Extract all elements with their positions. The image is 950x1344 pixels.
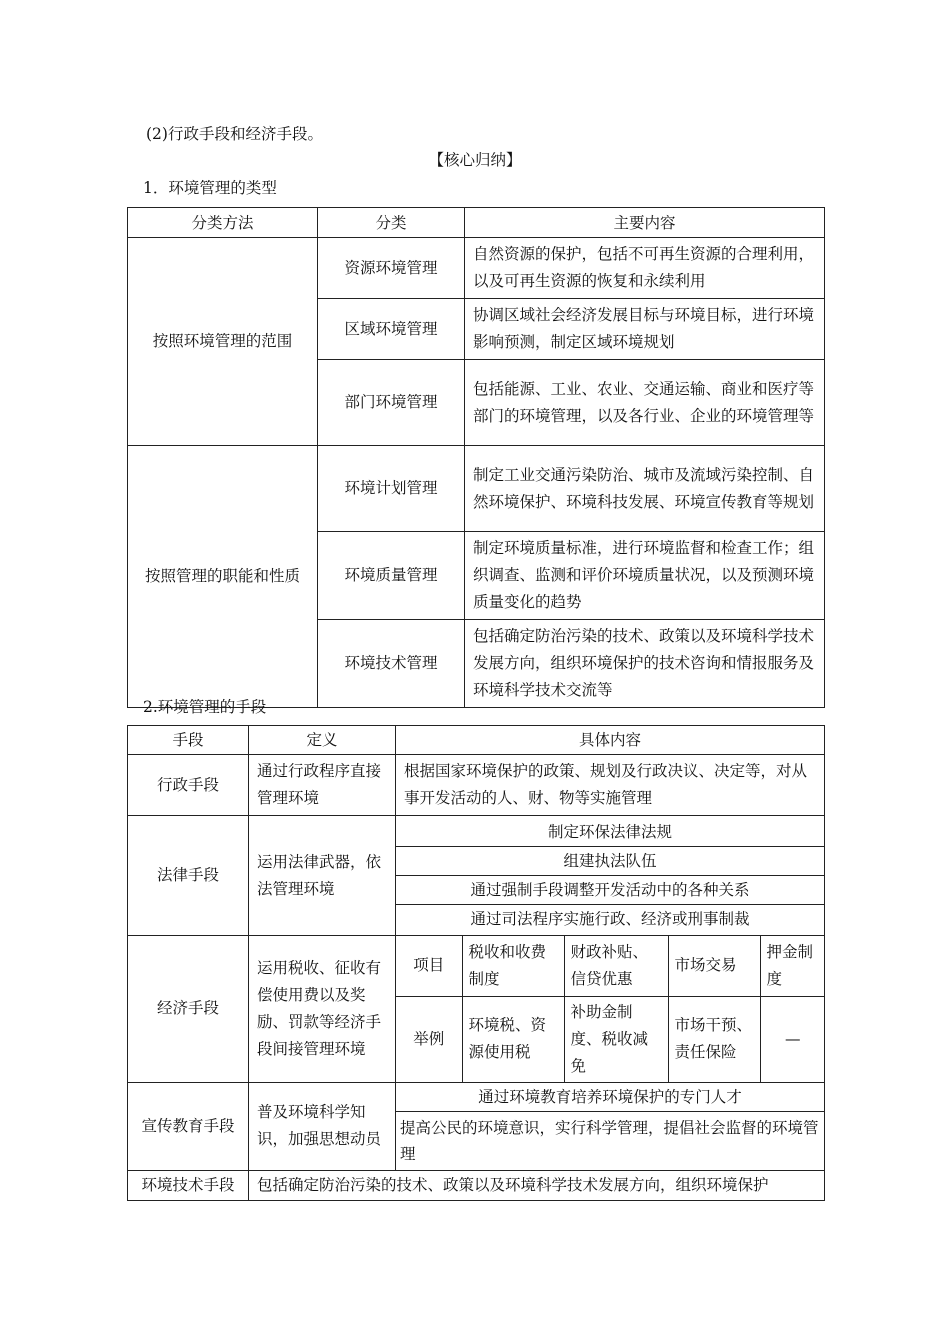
economic-subtable (396, 936, 825, 1082)
definition-cell: 通过行政程序直接管理环境 (249, 755, 396, 816)
economic-row-label: 举例 (396, 996, 462, 1082)
table-header-row (128, 208, 825, 238)
list-item: 组建执法队伍 (396, 847, 824, 876)
list-item: 通过司法程序实施行政、经济或刑事制裁 (470, 910, 750, 928)
list-item: 通过强制手段调整开发活动中的各种关系 (396, 876, 824, 905)
method-scope: 按照环境管理的范围 (128, 238, 318, 446)
content-cell: 包括确定防治污染的技术、政策以及环境科学技术发展方向，组织环境保护的技术咨询和情报服务及环境科学技术交流等 (465, 620, 825, 708)
content-cell: 自然资源的保护，包括不可再生资源的合理利用，以及可再生资源的恢复和永续利用 (465, 238, 825, 299)
content-cell: 协调区域社会经济发展目标与环境目标，进行环境影响预测，制定区域环境规划 (465, 299, 825, 360)
education-items-list (396, 1083, 824, 1170)
economic-detail-cell (396, 936, 825, 1083)
type-cell: 部门环境管理 (318, 360, 465, 446)
table-row (128, 816, 825, 936)
section1-heading: 1．环境管理的类型 (143, 179, 277, 197)
definition-cell: 普及环境科学知识，加强思想动员 (249, 1082, 396, 1170)
type-cell: 资源环境管理 (318, 238, 465, 299)
economic-item: 押金制度 (760, 936, 825, 996)
economic-example: — (785, 1029, 801, 1048)
list-item: 制定环保法律法规 (396, 818, 824, 847)
method-function: 按照管理的职能和性质 (128, 446, 318, 708)
core-summary-title: 【核心归纳】 (428, 151, 522, 169)
legal-items-cell (396, 816, 825, 936)
section2-heading: 2.环境管理的手段 (143, 698, 267, 716)
means-tech: 环境技术手段 (128, 1170, 249, 1200)
economic-example: 市场干预、责任保险 (668, 996, 760, 1082)
header-definition: 定义 (249, 726, 396, 755)
definition-cell: 运用法律武器，依法管理环境 (249, 816, 396, 936)
economic-item: 税收和收费制度 (462, 936, 564, 996)
economic-example: 环境税、资源使用税 (462, 996, 564, 1082)
means-legal: 法律手段 (128, 816, 249, 936)
management-means-table (127, 725, 825, 1201)
type-cell: 环境质量管理 (318, 532, 465, 620)
type-cell: 区域环境管理 (318, 299, 465, 360)
table-row (128, 1170, 825, 1200)
means-admin: 行政手段 (128, 755, 249, 816)
header-method: 分类方法 (128, 208, 318, 238)
header-detail: 具体内容 (396, 726, 825, 755)
table-row (128, 755, 825, 816)
legal-items-list (396, 818, 824, 933)
economic-item: 市场交易 (668, 936, 760, 996)
management-types-table (127, 207, 825, 708)
header-content: 主要内容 (465, 208, 825, 238)
list-item: 提高公民的环境意识，实行科学管理，提倡社会监督的环境管理 (400, 1118, 819, 1163)
header-means: 手段 (128, 726, 249, 755)
type-cell: 环境技术管理 (318, 620, 465, 708)
means-education: 宣传教育手段 (128, 1082, 249, 1170)
table-row (128, 238, 825, 299)
means-economic: 经济手段 (128, 936, 249, 1083)
content-cell: 制定环境质量标准，进行环境监督和检查工作；组织调查、监测和评价环境质量状况，以及预测环境质量变化的趋势 (465, 532, 825, 620)
economic-item: 财政补贴、信贷优惠 (564, 936, 668, 996)
table-row (128, 446, 825, 532)
intro-line: (2)行政手段和经济手段。 (146, 125, 323, 143)
content-cell: 包括能源、工业、农业、交通运输、商业和医疗等部门的环境管理，以及各行业、企业的环境管理等 (465, 360, 825, 446)
detail-cell: 根据国家环境保护的政策、规划及行政决议、决定等，对从事开发活动的人、财、物等实施管理 (396, 755, 825, 816)
header-type: 分类 (318, 208, 465, 238)
economic-example: 补助金制度、税收减免 (564, 996, 668, 1082)
table-row (128, 936, 825, 1083)
content-cell: 制定工业交通污染防治、城市及流域污染控制、自然环境保护、环境科技发展、环境宣传教育等规划 (465, 446, 825, 532)
table-header-row (128, 726, 825, 755)
detail-cell: 包括确定防治污染的技术、政策以及环境科学技术发展方向，组织环境保护 (249, 1170, 825, 1200)
table-row (128, 1082, 825, 1170)
type-cell: 环境计划管理 (318, 446, 465, 532)
definition-cell: 运用税收、征收有偿使用费以及奖励、罚款等经济手段间接管理环境 (249, 936, 396, 1083)
economic-row-label: 项目 (396, 936, 462, 996)
list-item: 通过环境教育培养环境保护的专门人才 (396, 1083, 824, 1112)
education-items-cell (396, 1082, 825, 1170)
